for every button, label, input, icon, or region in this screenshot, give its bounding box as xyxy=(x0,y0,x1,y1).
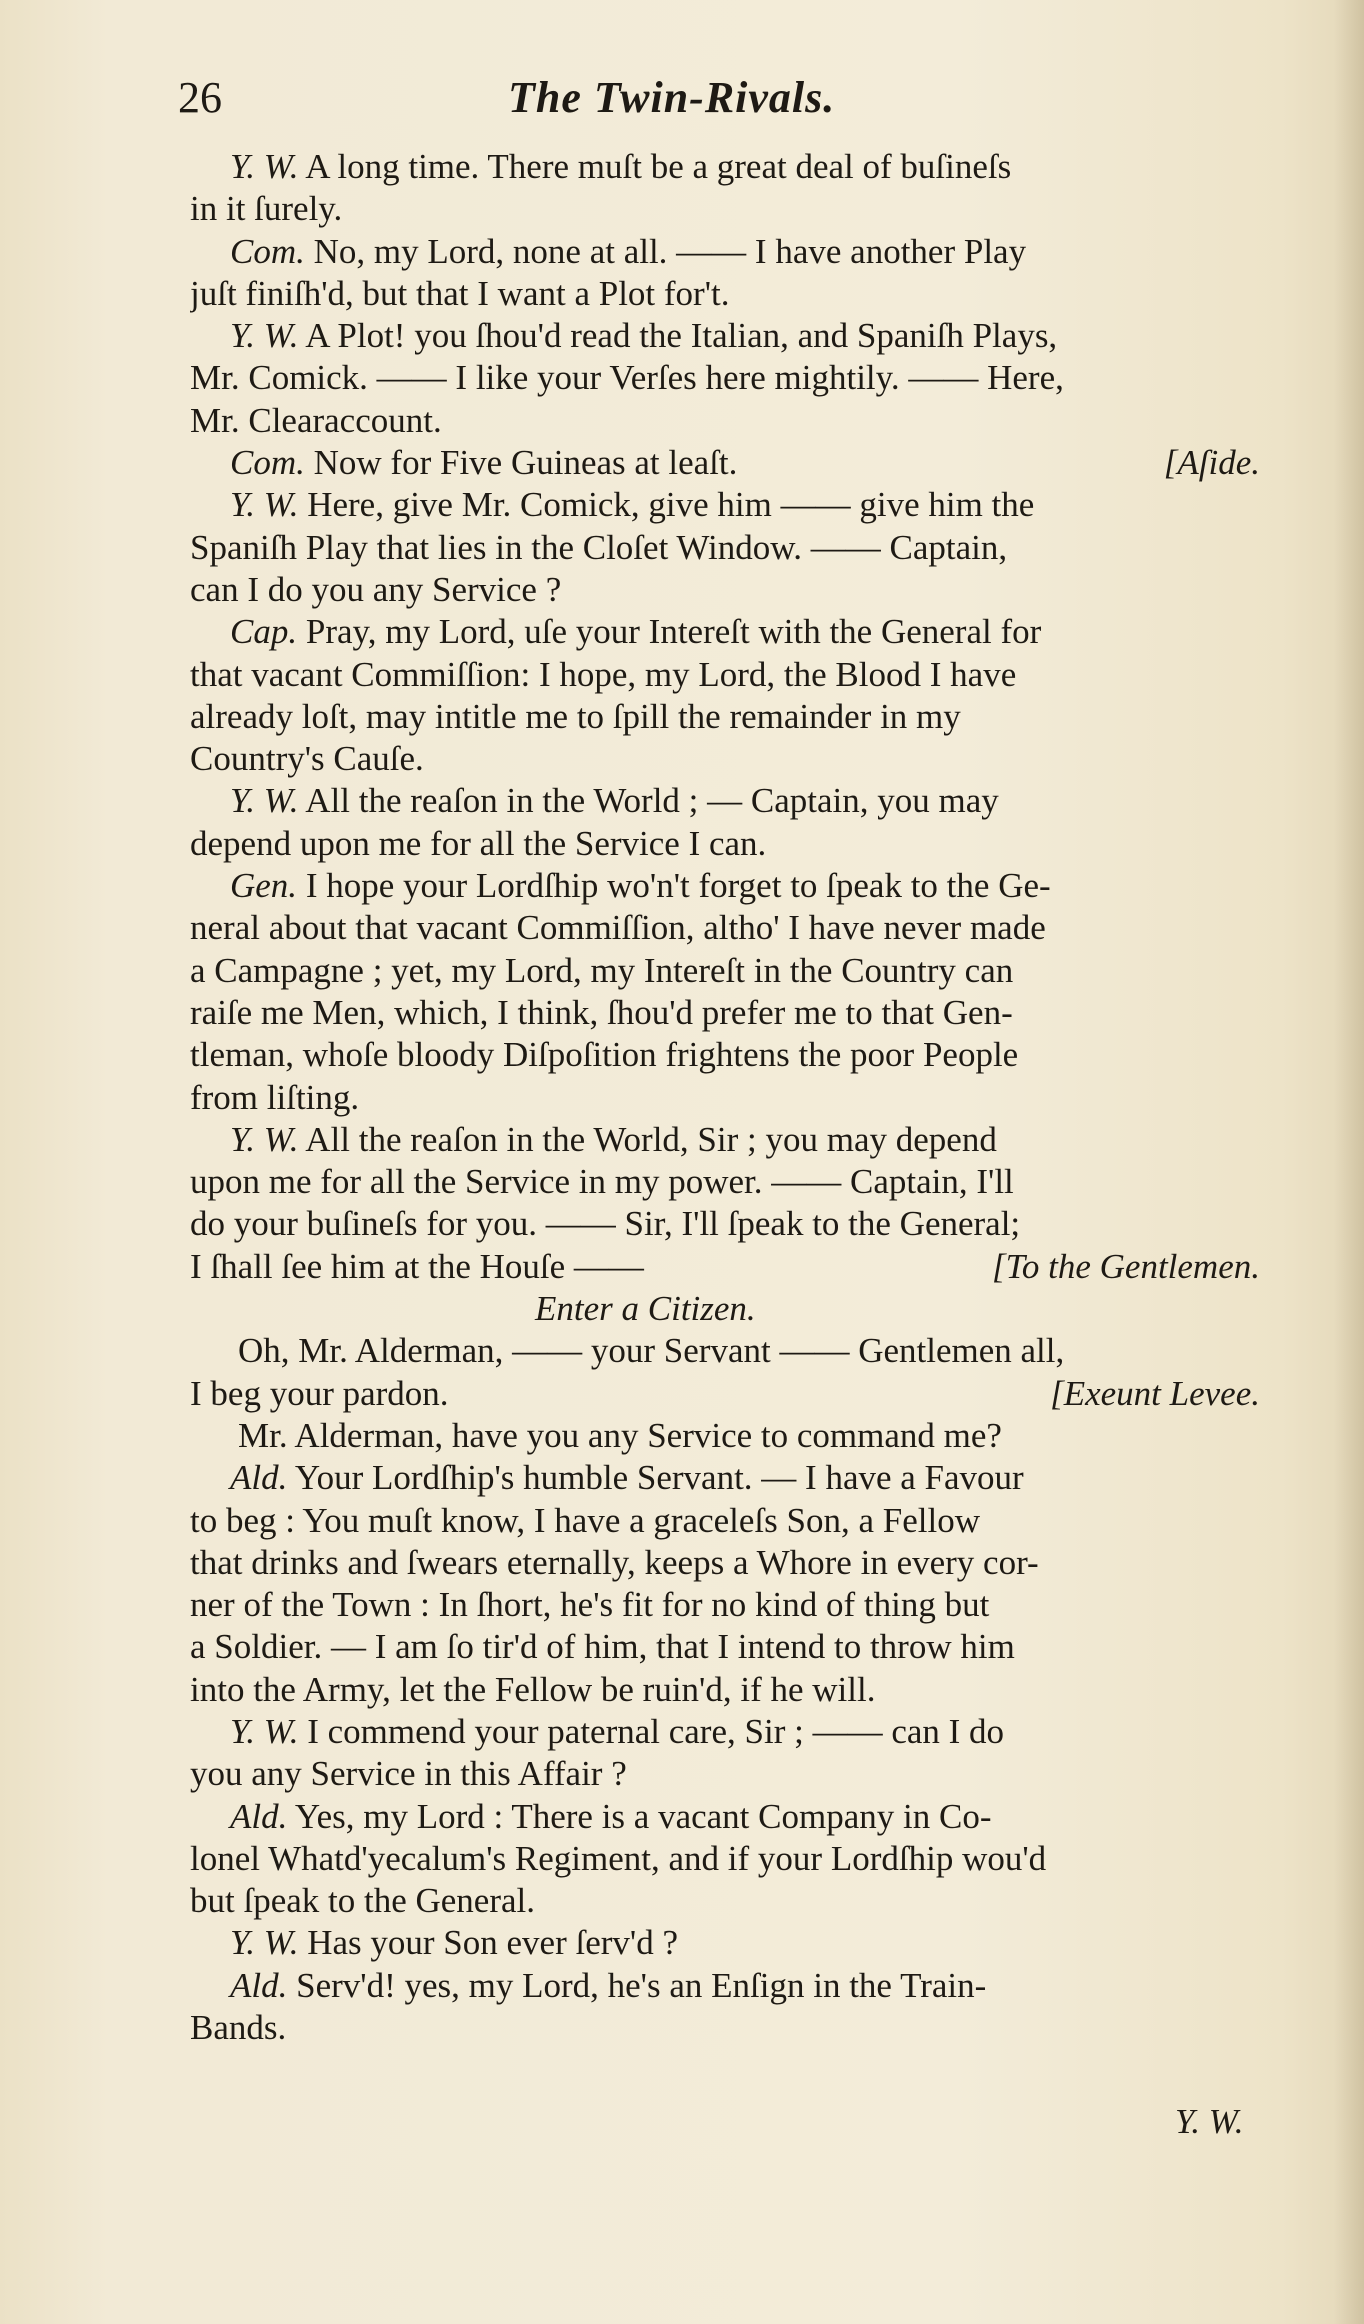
speaker-name: Ald. xyxy=(230,1796,288,1836)
speaker-name: Ald. xyxy=(230,1458,288,1498)
text-line xyxy=(190,1457,1260,1499)
line-text: a Soldier. — I am ſo tir'd of him, that I intend to throw him xyxy=(190,1627,1015,1667)
speaker-name: Y. W. xyxy=(230,1711,299,1751)
text-line xyxy=(190,1288,1260,1330)
text-line xyxy=(190,1034,1260,1076)
line-text: you any Service in this Affair ? xyxy=(190,1754,627,1794)
play-text xyxy=(190,146,1260,2049)
text-line xyxy=(190,1373,1260,1415)
line-text: ner of the Town : In ſhort, he's fit for no kind of thing but xyxy=(190,1585,990,1625)
line-text: Mr. Alderman, have you any Service to command me? xyxy=(238,1415,1002,1455)
line-text: Mr. Comick. —— I like your Verſes here mightily. —— Here, xyxy=(190,358,1064,398)
text-line xyxy=(190,1626,1260,1668)
text-line xyxy=(190,738,1260,780)
text-line xyxy=(190,654,1260,696)
line-text: already loſt, may intitle me to ſpill the remainder in my xyxy=(190,696,961,736)
line-text: that vacant Commiſſion: I hope, my Lord, the Blood I have xyxy=(190,654,1017,694)
text-line xyxy=(190,696,1260,738)
text-line xyxy=(190,1922,1260,1964)
speaker-name: Ald. xyxy=(230,1965,288,2005)
speaker-name: Y. W. xyxy=(230,781,299,821)
stage-direction: [Exeunt Levee. xyxy=(1050,1373,1260,1413)
line-text: do your buſineſs for you. —— Sir, I'll ſpeak to the General; xyxy=(190,1204,1021,1244)
text-line xyxy=(190,992,1260,1034)
line-text: I hope your Lordſhip wo'n't forget to ſpeak to the Ge- xyxy=(305,866,1051,906)
text-line xyxy=(190,1753,1260,1795)
text-line xyxy=(190,442,1260,484)
line-text: Serv'd! yes, my Lord, he's an Enſign in the Train- xyxy=(296,1965,987,2005)
speaker-name: Gen. xyxy=(230,866,298,906)
text-line xyxy=(190,315,1260,357)
speaker-name: Com. xyxy=(230,231,305,271)
speaker-name: Y. W. xyxy=(230,1923,299,1963)
stage-direction: [To the Gentlemen. xyxy=(992,1246,1260,1286)
line-text: from liſting. xyxy=(190,1077,360,1117)
line-text: Bands. xyxy=(190,2008,287,2048)
text-line xyxy=(190,611,1260,653)
text-line xyxy=(190,1669,1260,1711)
line-text: All the reaſon in the World, Sir ; you may depend xyxy=(305,1119,997,1159)
text-line xyxy=(190,231,1260,273)
catchword: Y. W. xyxy=(1175,2102,1244,2141)
stage-direction: [Aſide. xyxy=(1163,443,1260,483)
text-line xyxy=(190,1542,1260,1584)
text-line xyxy=(190,823,1260,865)
text-line xyxy=(190,1965,1260,2007)
text-line xyxy=(190,357,1260,399)
text-line xyxy=(190,907,1260,949)
line-text: that drinks and ſwears eternally, keeps a Whore in every cor- xyxy=(190,1542,1039,1582)
text-line xyxy=(190,950,1260,992)
speaker-name: Com. xyxy=(230,443,305,483)
speaker-name: Y. W. xyxy=(230,485,299,525)
line-text: lonel Whatd'yecalum's Regiment, and if your Lordſhip wou'd xyxy=(190,1838,1047,1878)
line-text: Now for Five Guineas at leaſt. xyxy=(313,443,738,483)
page-fold-shadow xyxy=(1334,0,1364,2324)
text-line xyxy=(190,569,1260,611)
text-line xyxy=(190,1203,1260,1245)
line-text: into the Army, let the Fellow be ruin'd, if he will. xyxy=(190,1669,876,1709)
running-title: The Twin-Rivals. xyxy=(508,73,836,122)
text-line xyxy=(190,484,1260,526)
text-line xyxy=(190,1077,1260,1119)
text-line xyxy=(190,1161,1260,1203)
line-text: upon me for all the Service in my power. —— Captain, I'll xyxy=(190,1162,1014,1202)
line-text: but ſpeak to the General. xyxy=(190,1881,536,1921)
speaker-name: Y. W. xyxy=(230,316,299,356)
line-text: Oh, Mr. Alderman, —— your Servant —— Gentlemen all, xyxy=(238,1331,1065,1371)
speaker-name: Y. W. xyxy=(230,147,299,186)
line-text: A long time. There muſt be a great deal of buſineſs xyxy=(305,147,1012,186)
line-text: Here, give Mr. Comick, give him —— give him the xyxy=(307,485,1035,525)
line-text: All the reaſon in the World ; — Captain, you may xyxy=(305,781,999,821)
text-line xyxy=(190,1415,1260,1457)
line-text: Country's Cauſe. xyxy=(190,739,424,779)
text-line xyxy=(190,527,1260,569)
page-number: 26 xyxy=(178,73,222,122)
line-text: juſt finiſh'd, but that I want a Plot for't. xyxy=(190,273,730,313)
line-text: Has your Son ever ſerv'd ? xyxy=(307,1923,678,1963)
line-text: Mr. Clearaccount. xyxy=(190,400,442,440)
line-text: I beg your pardon. xyxy=(190,1373,449,1413)
line-text: No, my Lord, none at all. —— I have another Play xyxy=(313,231,1027,271)
text-line xyxy=(190,780,1260,822)
text-line xyxy=(190,273,1260,315)
text-line xyxy=(190,1330,1260,1372)
speaker-name: Y. W. xyxy=(230,1119,299,1159)
text-line xyxy=(190,188,1260,230)
text-line xyxy=(190,1711,1260,1753)
line-text: I ſhall ſee him at the Houſe —— xyxy=(190,1246,644,1286)
text-line xyxy=(190,1796,1260,1838)
line-text: A Plot! you ſhou'd read the Italian, and Spaniſh Plays, xyxy=(305,316,1058,356)
page-header xyxy=(178,72,1258,142)
line-text: Pray, my Lord, uſe your Intereſt with the General for xyxy=(305,612,1042,652)
text-line xyxy=(190,865,1260,907)
line-text: raiſe me Men, which, I think, ſhou'd prefer me to that Gen- xyxy=(190,992,1013,1032)
line-text: tleman, whoſe bloody Diſpoſition frightens the poor People xyxy=(190,1035,1019,1075)
text-line xyxy=(190,1838,1260,1880)
line-text: neral about that vacant Commiſſion, altho' I have never made xyxy=(190,908,1046,948)
line-text: I commend your paternal care, Sir ; —— can I do xyxy=(307,1711,1005,1751)
line-text: in it ſurely. xyxy=(190,189,343,229)
line-text: Yes, my Lord : There is a vacant Company in Co- xyxy=(294,1796,992,1836)
speaker-name: Cap. xyxy=(230,612,298,652)
stage-direction: Enter a Citizen. xyxy=(535,1289,756,1329)
line-text: to beg : You muſt know, I have a graceleſs Son, a Fellow xyxy=(190,1500,980,1540)
line-text: a Campagne ; yet, my Lord, my Intereſt in the Country can xyxy=(190,950,1014,990)
text-line xyxy=(190,1500,1260,1542)
text-line xyxy=(190,2007,1260,2049)
text-line xyxy=(190,1119,1260,1161)
text-line xyxy=(190,1880,1260,1922)
line-text: Your Lordſhip's humble Servant. — I have a Favour xyxy=(294,1458,1024,1498)
text-line xyxy=(190,1584,1260,1626)
text-line xyxy=(190,400,1260,442)
line-text: can I do you any Service ? xyxy=(190,569,562,609)
line-text: Spaniſh Play that lies in the Cloſet Window. —— Captain, xyxy=(190,527,1008,567)
text-line xyxy=(190,146,1260,188)
line-text: depend upon me for all the Service I can. xyxy=(190,823,767,863)
text-line xyxy=(190,1246,1260,1288)
